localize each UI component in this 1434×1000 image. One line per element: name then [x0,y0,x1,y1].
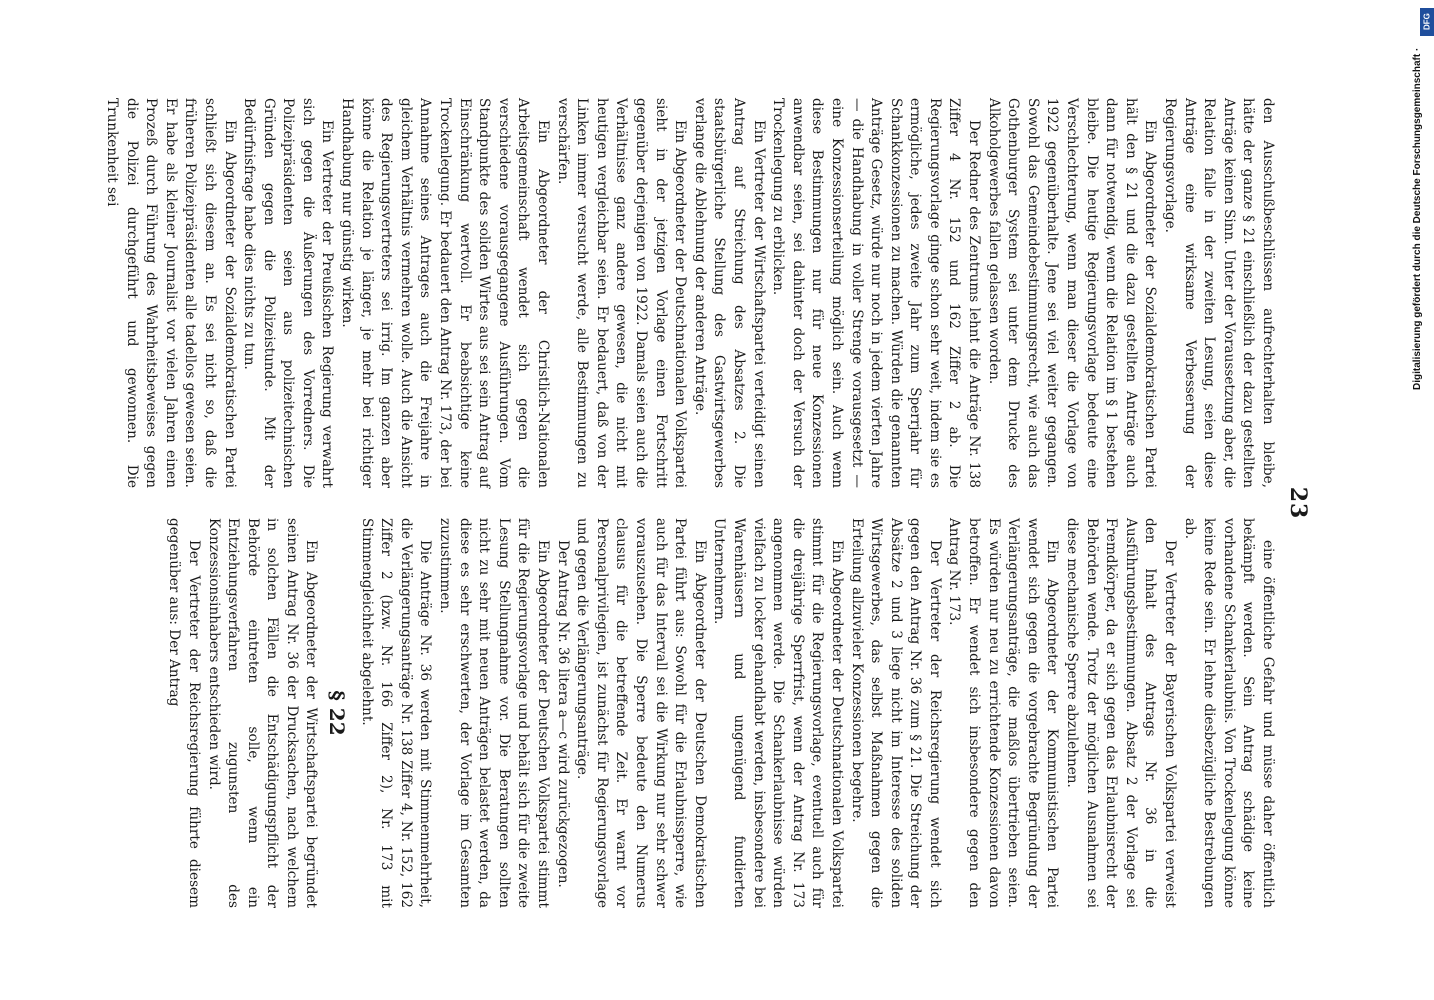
page-number: 23 [1285,486,1311,520]
paragraph: Ein Abgeordneter der Deutschen Volkspartei stimmt für die Regierungsvorlage und behält sich für die zweite Lesung Stellungnahme vor. Die Beratungen sollten nicht zu sehr mit neuen Anträgen belastet werden, da diese es sehr erschwerten, der Vorlage im Gesamten zuzustimmen. [437,518,552,908]
paragraph: den Ausschußbeschlüssen aufrechterhalten bleibe, hätte der ganze § 21 einschließlich der dazu gestellten Anträge keinen Sinn. Unter der Voraussetzung aber, die Relation falle in der zweiten Lesung, seien diese Anträge eine wirksame Verbesserung der Regierungsvorlage. [1162,98,1276,488]
rotated-page-content [95,98,1313,908]
text-column-right [95,518,1277,908]
digitization-note-text: Digitalisierung gefördert durch die Deutsche Forschungsgemeinschaft · [1412,47,1423,390]
paragraph: Der Vertreter der Bayerischen Volkspartei verweist den Inhalt des Antrags Nr. 36 in die Ausführungsbestimmungen. Absatz 2 der Vorlage sei Fremdkörper, da er sich gegen das Erlaubnisrecht der Behörden wende. Trotz der möglichen Ausnahmen sei diese mechanische Sperre abzulehnen. [1064,518,1179,908]
paragraph: Ein Abgeordneter der Kommunistischen Partei wendet sich gegen die vorgebrachte Begründung der Verlängerungsanträge, die maßlos übertrieben seien. Es würden nur neu zu errichtende Konzessionen davon betroffen. Er wendet sich insbesondere gegen den Antrag Nr. 173. [946,518,1061,908]
paragraph: Der Vertreter der Reichsregierung führte diesem gegenüber aus: Der Antrag [166,518,202,908]
paragraph: Ein Abgeordneter der Deutschen Demokratischen Partei führt aus: Sowohl für die Erlaubnissperre, wie auch für das Intervall sei die Wirkung nur sehr schwer vorauszusehen. Die Sperre bedeute den Numerus clausus für die betreffende Zeit. Er warnt vor Personalprivilegien, ist zunächst für Regierungsvorlage und gegen die Verlängerungsanträge. [574,518,708,908]
paragraph: Ein Abgeordneter der Sozialdemokratischen Partei hält den § 21 und die dazu gestellten Anträge auch dann für notwendig, wenn die Relation im § 1 bestehen bleibe. Die heutige Regierungsvorlage bedeute eine Verschlechterung, wenn man dieser die Vorlage von 1922 gegenüberhalte. Jene sei viel weiter gegangen. Sowohl das Gemeindebestimmungsrecht, wie auch das Gothenburger System sei unter dem Drucke des Alkoholgewerbes fallen gelassen worden. [985,98,1159,488]
paragraph: Der Vertreter der Reichsregierung wendet sich gegen den Antrag Nr. 36 zum § 21. Die Streichung der Absätze 2 und 3 liege nicht im Interesse des soliden Wirtsgewerbes, das selbst Maßnahmen gegen die Erteilung allzuvieler Konzessionen begehre. [848,518,943,908]
paragraph: Ein Abgeordneter der Deutschnationalen Volkspartei stimmt für die Regierungsvorlage, eventuell auch für die dreijährige Sperrfrist, wenn der Antrag Nr. 173 angenommen werde. Die Schankerlaubnisse würden vielfach zu locker gehandhabt werden, insbesondere bei Warenhäusern und ungenügend fundierten Unternehmern. [711,518,845,908]
paragraph: eine öffentliche Gefahr und müsse daher öffentlich bekämpft werden. Sein Antrag schädige keine vorhandene Schankerlaubnis. Von Trockenlegung könne keine Rede sein. Er lehne diesbezügliche Bestrebungen ab. [1181,518,1276,908]
paragraph: Ein Vertreter der Preußischen Regierung verwahrt sich gegen die Äußerungen des Vorredners. Die Polizeipräsidenten seien aus polizeitechnischen Gründen gegen die Polizeistunde. Mit der Bedürfnisfrage habe dies nichts zu tun. [241,98,336,488]
digitization-note [1400,0,1434,1000]
paragraph: Ein Abgeordneter der Wirtschaftspartei begründet seinen Antrag Nr. 36 der Drucksachen, nach welchem in solchen Fällen die Entschädigungspflicht der Behörde eintreten solle, wenn ein Entziehungsverfahren zugunsten des Konzessionsinhabers entschieden wird. [205,518,320,908]
paragraph: Der Redner des Zentrums lehnt die Anträge Nr. 138 Ziffer 4 Nr. 152 und 162 Ziffer 2 ab. Die Regierungsvorlage ginge schon sehr weit, indem sie es ermögliche, jedes zweite Jahr zum Sperrjahr für Schankkonzessionen zu machen. Würden die genannten Anträge Gesetz, würde nur noch in jedem vierten Jahre — die Handhabung in voller Strenge vorausgesetzt — eine Konzessionserteilung möglich sein. Auch wenn diese Bestimmungen nur für neue Konzessionen anwendbar seien, sei dahinter doch der Versuch der Trockenlegung zu erblicken. [770,98,983,488]
paragraph: Ein Vertreter der Wirtschaftspartei verteidigt seinen Antrag auf Streichung des Absatzes 2. Die staatsbürgerliche Stellung des Gastwirtsgewerbes verlange die Ablehnung der anderen Anträge. [691,98,767,488]
paragraph: Ein Abgeordneter der Sozialdemokratischen Partei schließt sich diesem an. Es sei nicht so, daß die früheren Polizeipräsidenten alle tadellos gewesen seien. Er habe als kleiner Journalist vor vielen Jahren einen Prozeß durch Führung des Wahrheitsbeweises gegen die Polizei durchgeführt und gewonnen. Die Trunkenheit sei [103,98,238,488]
dfg-logo: DFG [1420,8,1434,36]
paragraph: Die Anträge Nr. 36 werden mit Stimmenmehrheit, die Verlängerungsanträge Nr. 138 Ziffer 4, Nr. 152, 162 Ziffer 2 (bzw. Nr. 166 Ziffer 2), Nr. 173 mit Stimmengleichheit abgelehnt. [358,518,434,908]
section-heading: § 22 [325,690,350,736]
text-columns [95,98,1277,908]
text-column-left [95,98,1277,488]
paragraph: Der Antrag Nr. 36 litera a—c wird zurückgezogen. [554,540,571,888]
paragraph: Ein Abgeordneter der Christlich-Nationalen Arbeitsgemeinschaft wendet sich gegen die verschiedene vorausgegangene Ausführungen. Vom Standpunkte des soliden Wirtes aus sei sein Antrag auf Einschränkung wertvoll. Er beabsichtige keine Trockenlegung. Er bedauert den Antrag Nr. 173, der bei Annahme seines Antrages auch die Freijahre in gleichem Verhältnis vermehren wolle. Auch die Ansicht des Regierungsvertreters sei irrig. Im ganzen aber könne die Relation je länger, je mehr bei richtiger Handhabung nur günstig wirken. [339,98,552,488]
paragraph: Ein Abgeordneter der Deutschnationalen Volkspartei sieht in der jetzigen Vorlage einen Fortschritt gegenüber derjenigen von 1922. Damals seien auch die Verhältnisse ganz andere gewesen, die nicht mit heutigen vergleichbar seien. Er bedauert, daß von der Linken immer versucht werde, alle Bestimmungen zu verschärfen. [554,98,689,488]
